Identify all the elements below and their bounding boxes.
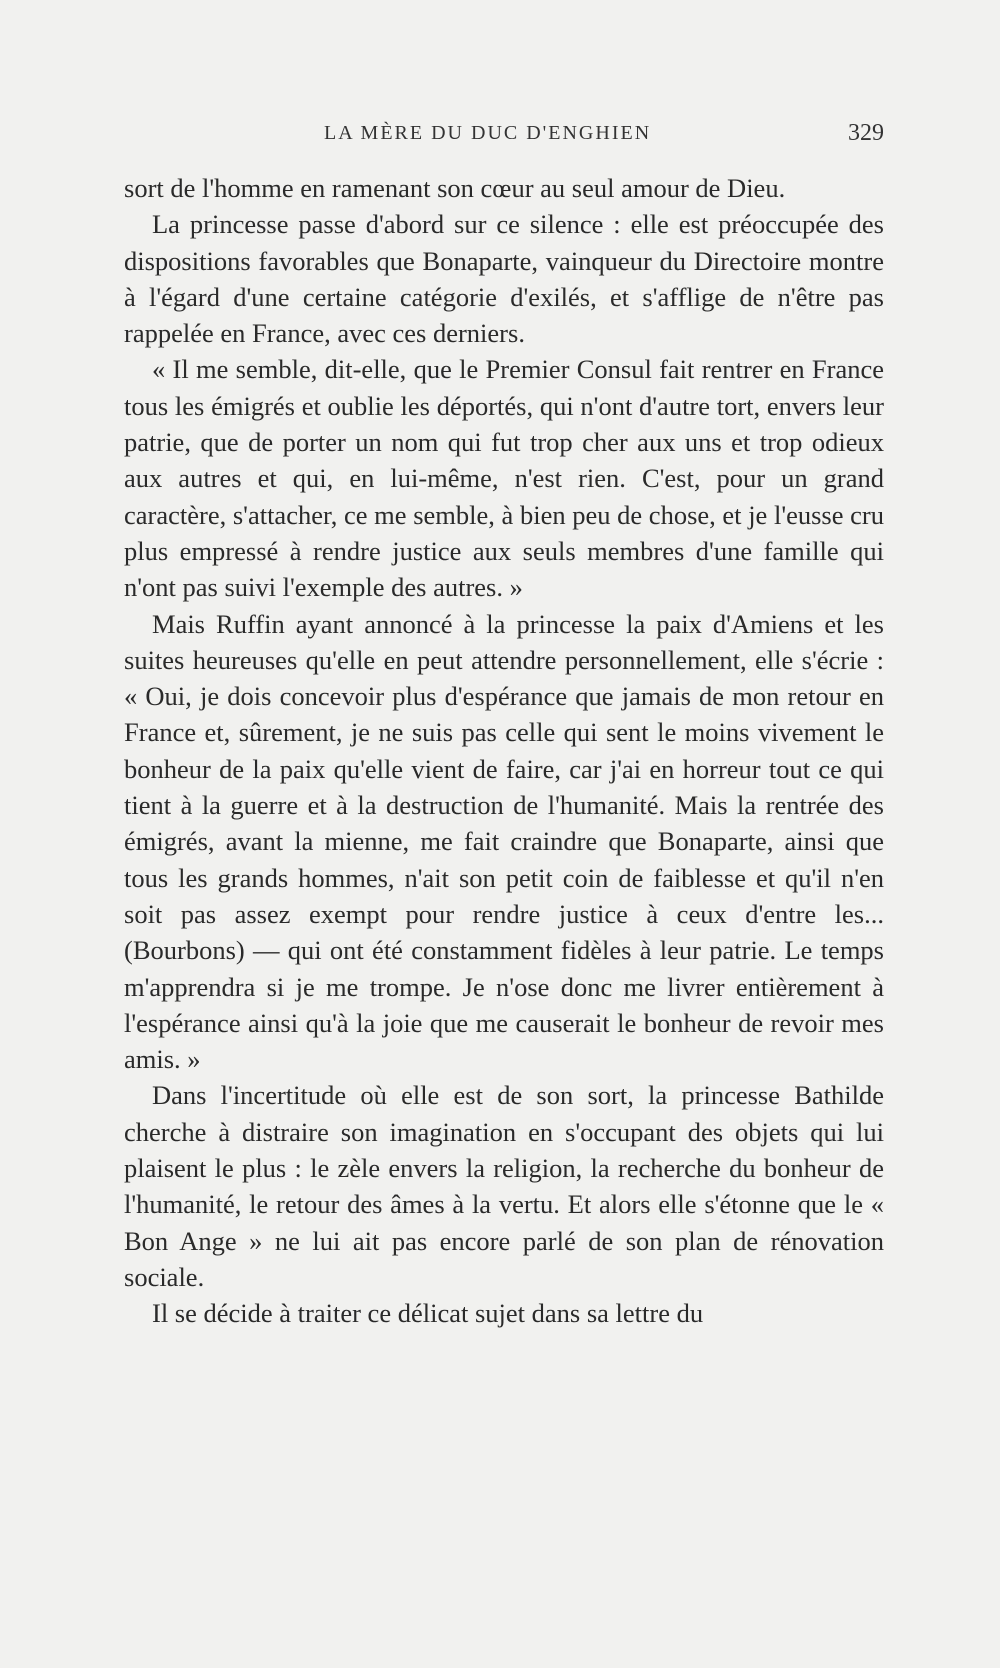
paragraph: Dans l'incertitude où elle est de son sort, la princesse Bathilde cherche à distraire son imagination en s'occupant des objets qui lui plaisent le plus : le zèle envers la religion, la recherche du bonheur de l'humanité, le retour des âmes à la vertu. Et alors elle s'étonne que le « Bon Ange » ne lui ait pas encore parlé de son plan de rénovation sociale. <box>124 1080 884 1292</box>
running-title: LA MÈRE DU DUC D'ENGHIEN <box>324 122 652 144</box>
paragraph: La princesse passe d'abord sur ce silence : elle est préoccupée des dispositions favorables que Bonaparte, vainqueur du Directoire montre à l'égard d'une certaine catégorie d'exilés, et s'afflige de n'être pas rappelée en France, avec ces derniers. <box>124 209 884 349</box>
paragraph: Il se décide à traiter ce délicat sujet dans sa lettre du <box>152 1298 704 1329</box>
paragraph: « Il me semble, dit-elle, que le Premier Consul fait rentrer en France tous les émigrés et oublie les déportés, qui n'ont d'autre tort, envers leur patrie, que de porter un nom qui fut trop cher aux uns et trop odieux aux autres et qui, en lui-même, n'est rien. C'est, pour un grand caractère, s'attacher, ce me semble, à bien peu de chose, et je l'eusse cru plus empressé à rendre justice aux seuls membres d'une famille qui n'ont pas suivi l'exemple des autres. » <box>124 354 884 603</box>
body-text <box>124 170 884 1332</box>
page-header <box>124 122 884 152</box>
page-number: 329 <box>848 120 884 146</box>
paragraph: sort de l'homme en ramenant son cœur au seul amour de Dieu. <box>124 173 786 203</box>
paragraph: Mais Ruffin ayant annoncé à la princesse la paix d'Amiens et les suites heureuses qu'elle en peut attendre personnellement, elle s'écrie : « Oui, je dois concevoir plus d'espérance que jamais de mon retour en France et, sûrement, je ne suis pas celle qui sent le moins vivement le bonheur de la paix qu'elle vient de faire, car j'ai en horreur tout ce qui tient à la guerre et à la destruction de l'humanité. Mais la rentrée des émigrés, avant la mienne, me fait craindre que Bonaparte, ainsi que tous les grands hommes, n'ait son petit coin de faiblesse et qu'il n'en soit pas assez exempt pour rendre justice à ceux d'entre les... (Bourbons) — qui ont été constamment fidèles à leur patrie. Le temps m'apprendra si je me trompe. Je n'ose donc me livrer entièrement à l'espérance ainsi qu'à la joie que me causerait le bonheur de revoir mes amis. » <box>124 608 884 1075</box>
